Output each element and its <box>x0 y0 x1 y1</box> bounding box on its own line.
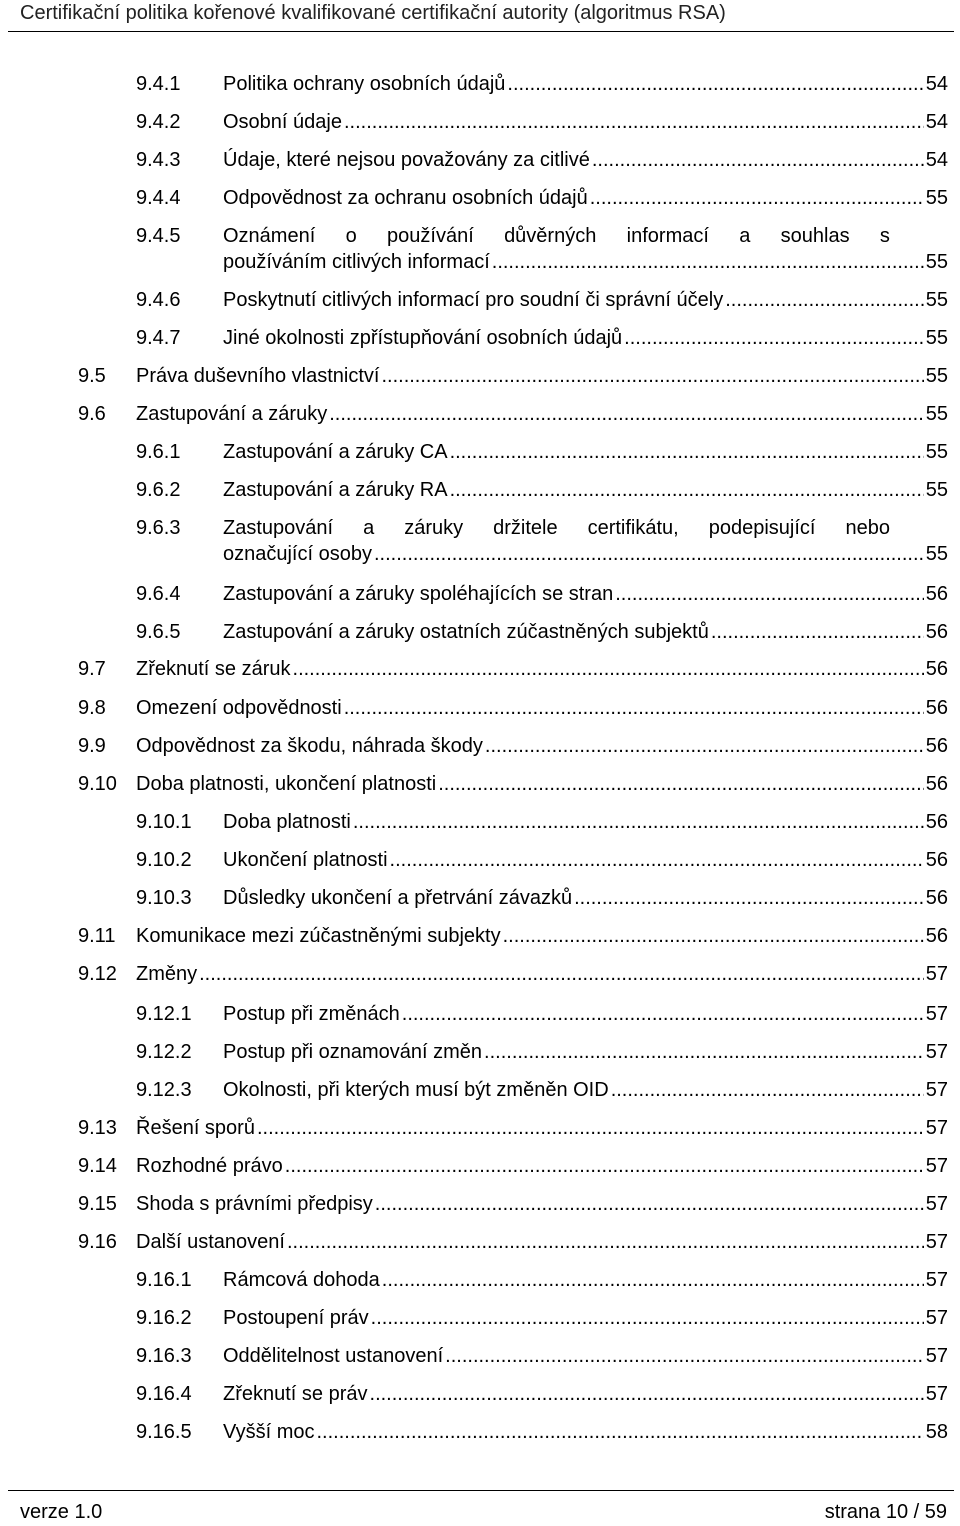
toc-entry-page-number: 56 <box>925 811 948 833</box>
toc-entry-number: 9.14 <box>78 1155 117 1177</box>
toc-leader-dots <box>402 1000 924 1028</box>
toc-leader-dots <box>445 1342 924 1370</box>
toc-entry[interactable] <box>78 922 948 950</box>
document-title: Certifikační politika kořenové kvalifikované certifikační autority (algoritmus RSA) <box>20 2 726 24</box>
toc-entry-number: 9.12 <box>78 963 117 985</box>
toc-leader-dots <box>344 694 924 722</box>
toc-entry-page-number: 56 <box>925 621 948 643</box>
toc-entry[interactable] <box>78 362 948 390</box>
toc-entry-page-number: 55 <box>925 441 948 463</box>
toc-leader-dots <box>615 580 924 608</box>
toc-entry-number: 9.8 <box>78 697 106 719</box>
toc-leader-dots <box>375 1190 924 1218</box>
toc-entry-page-number: 55 <box>925 187 948 209</box>
toc-entry-page-number: 57 <box>925 1193 948 1215</box>
toc-entry-page-number: 55 <box>925 289 948 311</box>
toc-leader-dots <box>711 618 924 646</box>
toc-entry-title: Další ustanovení <box>136 1231 285 1253</box>
toc-entry-page-number: 57 <box>925 1155 948 1177</box>
toc-entry[interactable] <box>136 884 948 912</box>
toc-entry-number: 9.16.2 <box>136 1307 192 1329</box>
toc-entry-page-number: 54 <box>925 111 948 133</box>
toc-leader-dots <box>611 1076 924 1104</box>
toc-entry[interactable] <box>136 1380 948 1408</box>
toc-leader-dots <box>725 286 924 314</box>
toc-entry-page-number: 55 <box>925 543 948 565</box>
toc-entry[interactable] <box>136 514 948 570</box>
toc-entry[interactable] <box>136 1342 948 1370</box>
toc-entry-title: Komunikace mezi zúčastněnými subjekty <box>136 925 501 947</box>
toc-entry-title: Důsledky ukončení a přetrvání závazků <box>223 887 573 909</box>
toc-entry-title: používáním citlivých informací <box>223 251 490 273</box>
toc-entry[interactable] <box>136 286 948 314</box>
toc-entry-number: 9.6.3 <box>136 517 181 539</box>
toc-entry-number: 9.4.4 <box>136 187 181 209</box>
toc-entry-page-number: 57 <box>925 1041 948 1063</box>
toc-entry-number: 9.6.4 <box>136 583 181 605</box>
toc-leader-dots <box>287 1228 924 1256</box>
toc-entry-page-number: 55 <box>925 479 948 501</box>
toc-leader-dots <box>492 248 924 276</box>
toc-leader-dots <box>382 1266 924 1294</box>
toc-entry[interactable] <box>136 476 948 504</box>
toc-entry[interactable] <box>136 1038 948 1066</box>
toc-entry-number: 9.15 <box>78 1193 117 1215</box>
toc-entry-page-number: 56 <box>925 658 948 680</box>
toc-leader-dots <box>592 146 924 174</box>
toc-entry[interactable] <box>78 960 948 988</box>
toc-entry-number: 9.6 <box>78 403 106 425</box>
toc-entry[interactable] <box>136 1418 948 1446</box>
toc-entry-page-number: 55 <box>925 327 948 349</box>
toc-entry[interactable] <box>78 694 948 722</box>
toc-entry-title: Zřeknutí se záruk <box>136 658 291 680</box>
toc-entry-number: 9.7 <box>78 658 106 680</box>
toc-entry-title: Rámcová dohoda <box>223 1269 380 1291</box>
toc-entry-page-number: 56 <box>925 773 948 795</box>
toc-entry[interactable] <box>136 580 948 608</box>
toc-entry-title: Řešení sporů <box>136 1117 255 1139</box>
toc-entry[interactable] <box>78 770 948 798</box>
toc-entry-number: 9.12.1 <box>136 1003 192 1025</box>
toc-entry-number: 9.10 <box>78 773 117 795</box>
toc-entry-page-number: 54 <box>925 73 948 95</box>
toc-entry-number: 9.4.5 <box>136 225 181 247</box>
toc-entry-title-first-line: Zastupování a záruky držitele certifikátu, podepisující nebo <box>223 517 890 539</box>
toc-entry[interactable] <box>136 846 948 874</box>
toc-leader-dots <box>484 1038 924 1066</box>
toc-entry[interactable] <box>136 1076 948 1104</box>
toc-entry-title: Změny <box>136 963 198 985</box>
toc-entry[interactable] <box>78 1190 948 1218</box>
toc-entry-title: Jiné okolnosti zpřístupňování osobních údajů <box>223 327 623 349</box>
toc-entry-page-number: 57 <box>925 1269 948 1291</box>
toc-leader-dots <box>574 884 924 912</box>
toc-entry[interactable] <box>136 184 948 212</box>
toc-leader-dots <box>485 732 924 760</box>
toc-entry-number: 9.6.5 <box>136 621 181 643</box>
toc-entry[interactable] <box>136 618 948 646</box>
toc-entry-page-number: 57 <box>925 1383 948 1405</box>
toc-entry-number: 9.6.2 <box>136 479 181 501</box>
toc-entry-number: 9.13 <box>78 1117 117 1139</box>
toc-entry-page-number: 57 <box>925 1003 948 1025</box>
toc-entry-title: Ukončení platnosti <box>223 849 388 871</box>
toc-entry[interactable] <box>136 1304 948 1332</box>
toc-entry-title: Odpovědnost za ochranu osobních údajů <box>223 187 588 209</box>
toc-leader-dots <box>450 476 924 504</box>
toc-entry-page-number: 56 <box>925 849 948 871</box>
toc-entry[interactable] <box>136 438 948 466</box>
toc-entry-title: Práva duševního vlastnictví <box>136 365 380 387</box>
toc-entry-number: 9.9 <box>78 735 106 757</box>
toc-leader-dots <box>353 808 924 836</box>
toc-entry[interactable] <box>78 655 948 683</box>
toc-leader-dots <box>344 108 924 136</box>
toc-entry-title: Poskytnutí citlivých informací pro soudní či správní účely <box>223 289 724 311</box>
toc-entry-title: Zastupování a záruky RA <box>223 479 448 501</box>
toc-entry[interactable] <box>136 146 948 174</box>
toc-leader-dots <box>507 70 923 98</box>
toc-leader-dots <box>293 655 924 683</box>
toc-entry-title: Zastupování a záruky CA <box>223 441 448 463</box>
toc-entry-number: 9.4.7 <box>136 327 181 349</box>
toc-entry-number: 9.4.3 <box>136 149 181 171</box>
toc-entry-page-number: 57 <box>925 963 948 985</box>
toc-entry-number: 9.16.4 <box>136 1383 192 1405</box>
toc-entry-number: 9.11 <box>78 925 116 947</box>
toc-entry-page-number: 57 <box>925 1079 948 1101</box>
toc-entry-page-number: 57 <box>925 1231 948 1253</box>
toc-leader-dots <box>370 1380 924 1408</box>
toc-entry-title: Doba platnosti <box>223 811 351 833</box>
toc-entry-page-number: 54 <box>925 149 948 171</box>
toc-entry-page-number: 55 <box>925 365 948 387</box>
toc-entry-title: Osobní údaje <box>223 111 342 133</box>
toc-entry-title: Oddělitelnost ustanovení <box>223 1345 444 1367</box>
toc-entry-page-number: 55 <box>925 251 948 273</box>
footer-divider <box>8 1490 954 1491</box>
toc-leader-dots <box>590 184 924 212</box>
toc-entry-title: Postoupení práv <box>223 1307 369 1329</box>
toc-leader-dots <box>390 846 924 874</box>
toc-entry-title: Odpovědnost za škodu, náhrada škody <box>136 735 483 757</box>
toc-entry-page-number: 57 <box>925 1117 948 1139</box>
toc-entry-page-number: 58 <box>925 1421 948 1443</box>
toc-entry-number: 9.12.2 <box>136 1041 192 1063</box>
toc-entry-title: Zastupování a záruky <box>136 403 328 425</box>
toc-entry[interactable] <box>78 1152 948 1180</box>
page-header <box>0 0 960 34</box>
toc-entry[interactable] <box>136 1000 948 1028</box>
footer-version: verze 1.0 <box>20 1501 103 1523</box>
toc-entry-title: Shoda s právními předpisy <box>136 1193 373 1215</box>
toc-entry-number: 9.6.1 <box>136 441 181 463</box>
toc-entry-title: Zastupování a záruky ostatních zúčastněných subjektů <box>223 621 709 643</box>
toc-entry-title: Zřeknutí se práv <box>223 1383 368 1405</box>
toc-entry-number: 9.16.1 <box>136 1269 192 1291</box>
toc-entry[interactable] <box>136 222 948 278</box>
toc-entry-title: Doba platnosti, ukončení platnosti <box>136 773 437 795</box>
toc-entry-number: 9.16 <box>78 1231 117 1253</box>
toc-entry-number: 9.12.3 <box>136 1079 192 1101</box>
toc-leader-dots <box>285 1152 924 1180</box>
toc-entry-title: Postup při změnách <box>223 1003 400 1025</box>
toc-entry-title: Zastupování a záruky spoléhajících se stran <box>223 583 614 605</box>
toc-entry-number: 9.16.3 <box>136 1345 192 1367</box>
toc-entry[interactable] <box>78 400 948 428</box>
toc-leader-dots <box>317 1418 924 1446</box>
toc-entry[interactable] <box>136 324 948 352</box>
toc-entry-page-number: 56 <box>925 735 948 757</box>
toc-entry-number: 9.10.2 <box>136 849 192 871</box>
toc-entry-number: 9.10.3 <box>136 887 192 909</box>
toc-entry-number: 9.10.1 <box>136 811 192 833</box>
toc-entry[interactable] <box>136 70 948 98</box>
toc-leader-dots <box>329 400 924 428</box>
toc-entry[interactable] <box>78 1114 948 1142</box>
toc-entry-title-first-line: Oznámení o používání důvěrných informací a souhlas s <box>223 225 890 247</box>
toc-entry-title: Vyšší moc <box>223 1421 315 1443</box>
footer-page-info: strana 10 / 59 <box>824 1501 947 1523</box>
toc-entry-page-number: 56 <box>925 925 948 947</box>
toc-entry-number: 9.4.1 <box>136 73 181 95</box>
toc-entry-title: Okolnosti, při kterých musí být změněn OID <box>223 1079 609 1101</box>
toc-entry-title: Údaje, které nejsou považovány za citlivé <box>223 149 590 171</box>
toc-leader-dots <box>371 1304 924 1332</box>
toc-entry[interactable] <box>136 808 948 836</box>
toc-entry-title: Politika ochrany osobních údajů <box>223 73 506 95</box>
toc-entry-title: Postup při oznamování změn <box>223 1041 483 1063</box>
toc-entry-title: Omezení odpovědnosti <box>136 697 342 719</box>
toc-leader-dots <box>438 770 924 798</box>
toc-leader-dots <box>374 540 924 568</box>
toc-entry[interactable] <box>136 1266 948 1294</box>
toc-leader-dots <box>624 324 924 352</box>
toc-leader-dots <box>450 438 924 466</box>
toc-entry-title: Rozhodné právo <box>136 1155 283 1177</box>
toc-entry-title: označující osoby <box>223 543 372 565</box>
toc-entry-page-number: 56 <box>925 583 948 605</box>
toc-entry-number: 9.16.5 <box>136 1421 192 1443</box>
toc-leader-dots <box>381 362 923 390</box>
toc-leader-dots <box>503 922 924 950</box>
toc-entry-number: 9.4.6 <box>136 289 181 311</box>
toc-entry[interactable] <box>78 1228 948 1256</box>
toc-entry[interactable] <box>136 108 948 136</box>
toc-leader-dots <box>257 1114 924 1142</box>
toc-entry-page-number: 56 <box>925 887 948 909</box>
toc-entry-number: 9.5 <box>78 365 106 387</box>
toc-entry-page-number: 57 <box>925 1307 948 1329</box>
toc-entry-number: 9.4.2 <box>136 111 181 133</box>
header-divider <box>8 31 954 32</box>
toc-entry[interactable] <box>78 732 948 760</box>
toc-entry-page-number: 57 <box>925 1345 948 1367</box>
toc-entry-page-number: 56 <box>925 697 948 719</box>
toc-entry-page-number: 55 <box>925 403 948 425</box>
toc-leader-dots <box>199 960 924 988</box>
